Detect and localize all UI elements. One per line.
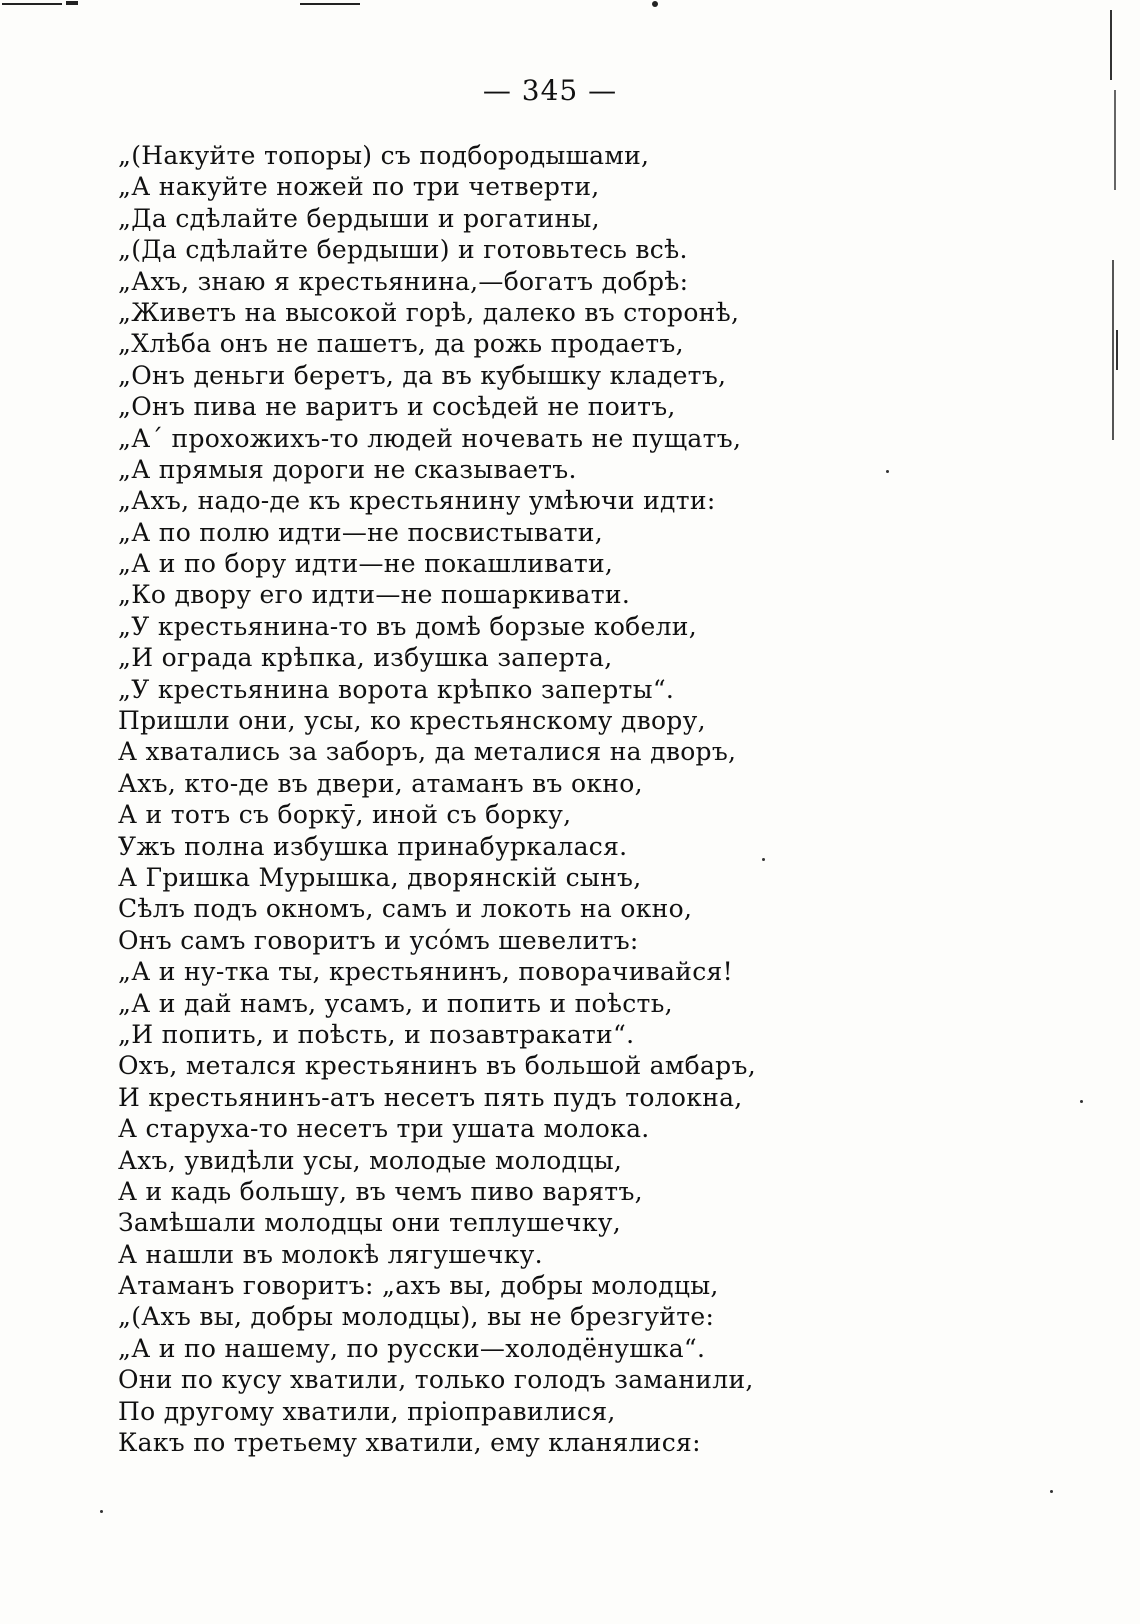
text-line: „А по полю идти—не посвистывати,	[118, 517, 603, 547]
scan-speck	[1080, 1100, 1083, 1103]
text-line: „И ограда крѣпка, избушка заперта,	[118, 643, 613, 673]
text-line: По другому хватили, пріоправилися,	[118, 1396, 616, 1426]
text-line: Какъ по третьему хватили, ему кланялися:	[118, 1428, 701, 1458]
text-line: „Ахъ, надо-де къ крестьянину умѣючи идти:	[118, 486, 716, 516]
text-line: А нашли въ молокѣ лягушечку.	[118, 1239, 543, 1269]
text-line: „А и по нашему, по русски—холодёнушка“.	[118, 1333, 706, 1363]
text-line: А и кадь большу, въ чемъ пиво варятъ,	[118, 1176, 643, 1206]
text-line: „Ахъ, знаю я крестьянина,—богатъ добрѣ:	[118, 266, 689, 296]
scan-speck	[762, 858, 765, 861]
text-line: Ахъ, кто-де въ двери, атаманъ въ окно,	[118, 768, 643, 798]
text-line: Охъ, метался крестьянинъ въ большой амбаръ,	[118, 1051, 756, 1081]
text-line: А и тотъ съ боркӯ, иной съ борку,	[118, 800, 572, 830]
text-line: „Онъ пива не варитъ и сосѣдей не поитъ,	[118, 392, 676, 422]
text-line: А хватались за заборъ, да металися на дворъ,	[118, 737, 737, 767]
text-line: Ахъ, увидѣли усы, молодые молодцы,	[118, 1145, 623, 1175]
text-line: „(Накуйте топоры) съ подбородышами,	[118, 141, 650, 170]
text-line: „Хлѣба онъ не пашетъ, да рожь продаетъ,	[118, 329, 684, 359]
scan-speck	[886, 470, 889, 473]
text-line: Пришли они, усы, ко крестьянскому двору,	[118, 706, 706, 736]
text-line: „А прямыя дороги не сказываетъ.	[118, 454, 577, 484]
text-line: „Ко двору его идти—не пошаркивати.	[118, 580, 631, 610]
text-line: Замѣшали молодцы они теплушечку,	[118, 1208, 622, 1238]
text-line: „У крестьянина-то въ домѣ борзые кобели,	[118, 611, 698, 641]
text-line: „(Да сдѣлайте бердыши) и готовьтесь всѣ.	[118, 235, 688, 265]
text-line: „(Ахъ вы, добры молодцы), вы не брезгуйте:	[118, 1302, 715, 1332]
text-line: „А и дай намъ, усамъ, и попить и поѣсть,	[118, 988, 673, 1018]
poem-text	[118, 140, 758, 1458]
text-line: И крестьянинъ-атъ несетъ пять пудъ толокна,	[118, 1082, 743, 1112]
text-line: „А и по бору идти—не покашливати,	[118, 549, 614, 579]
text-line: Ужъ полна избушка принабуркалася.	[118, 831, 628, 861]
page-number: — 345 —	[482, 74, 618, 107]
text-line: „А накуйте ножей по три четверти,	[118, 172, 600, 202]
scan-speck	[1050, 1490, 1053, 1493]
text-line: „Онъ деньги беретъ, да въ кубышку кладетъ,	[118, 360, 727, 390]
text-line: Сѣлъ подъ окномъ, самъ и локоть на окно,	[118, 894, 693, 924]
text-line: Они по кусу хватили, только голодъ заманили,	[118, 1365, 754, 1395]
text-line: „А и ну-тка ты, крестьянинъ, поворачивайся!	[118, 957, 733, 987]
text-line: Атаманъ говоритъ: „ахъ вы, добры молодцы,	[118, 1271, 719, 1301]
text-line: „Живетъ на высокой горѣ, далеко въ сторонѣ,	[118, 297, 740, 327]
right-edge-scan-artifacts	[1100, 0, 1140, 1624]
text-line: „А´ прохожихъ-то людей ночевать не пущатъ,	[118, 423, 742, 453]
text-line: „У крестьянина ворота крѣпко заперты“.	[118, 674, 675, 704]
text-line: „Да сдѣлайте бердыши и рогатины,	[118, 203, 600, 233]
text-line: Онъ самъ говоритъ и усо́мъ шевелитъ:	[118, 925, 639, 955]
text-line: „И попить, и поѣсть, и позавтракати“.	[118, 1019, 635, 1049]
scan-speck	[100, 1510, 103, 1513]
top-edge-scan-artifacts	[0, 0, 700, 10]
text-line: А Гришка Мурышка, дворянскій сынъ,	[118, 862, 642, 892]
text-line: А старуха-то несетъ три ушата молока.	[118, 1114, 650, 1144]
